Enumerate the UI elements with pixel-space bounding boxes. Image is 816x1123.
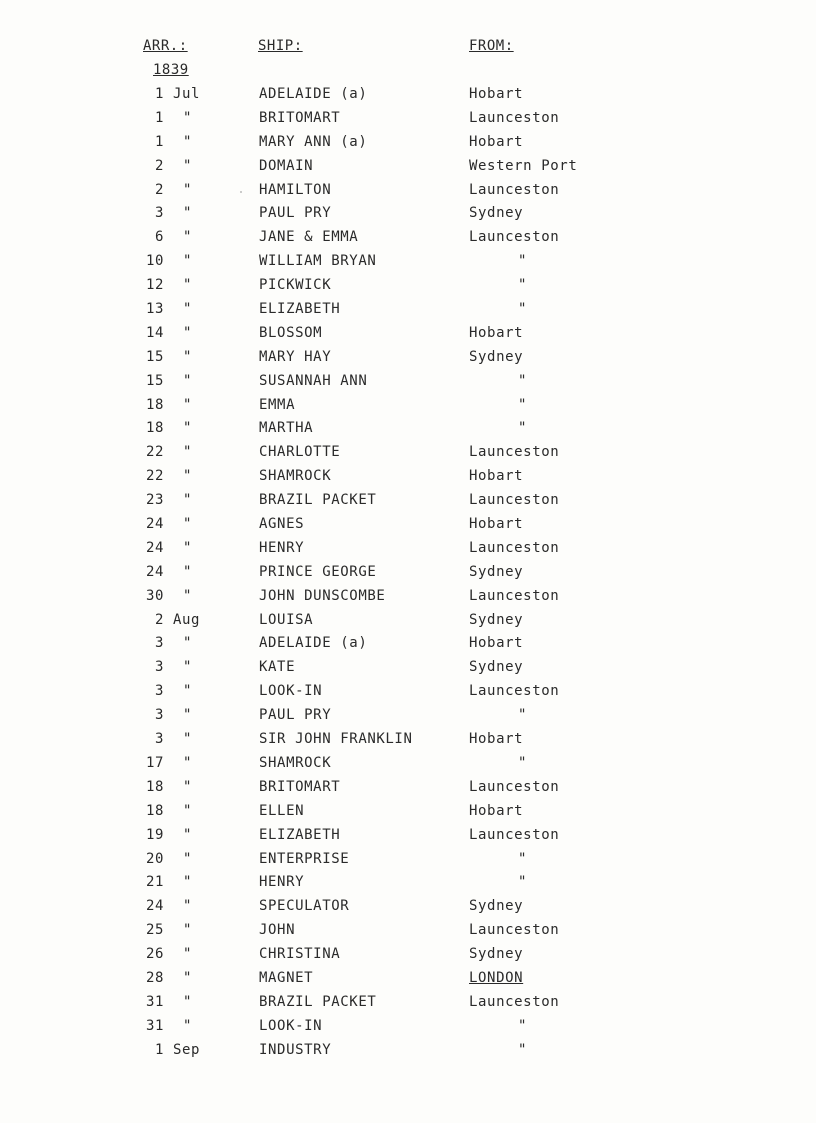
arrival-row — [0, 420, 816, 444]
arrival-day: 1 — [154, 86, 164, 102]
origin-port: Launceston — [469, 993, 560, 1010]
origin-port: Hobart — [469, 802, 524, 819]
arrival-month: " — [183, 1017, 193, 1034]
ship-name: HAMILTON — [259, 181, 332, 198]
arrival-day: 3 — [154, 635, 164, 652]
ship-name: PICKWICK — [259, 277, 332, 294]
arrival-day: 31 — [145, 1017, 164, 1034]
origin-port: " — [518, 1017, 528, 1034]
ship-name: JOHN DUNSCOMBE — [259, 587, 386, 604]
arrival-day: 1 — [154, 109, 164, 126]
origin-port: Hobart — [469, 516, 524, 533]
origin-port: Launceston — [469, 683, 560, 700]
ship-name: ENTERPRISE — [259, 850, 350, 867]
arrival-row — [0, 86, 816, 110]
arrival-day: 6 — [154, 229, 164, 246]
arrival-day: 14 — [145, 324, 164, 341]
origin-port: Launceston — [469, 539, 560, 556]
origin-port: " — [518, 301, 528, 318]
ship-name: MARTHA — [259, 420, 314, 437]
origin-port: Launceston — [469, 181, 560, 198]
arrival-month: " — [183, 205, 193, 222]
arrival-month: " — [183, 253, 193, 270]
arrival-day: 22 — [145, 444, 164, 461]
arrival-day: 18 — [145, 778, 164, 795]
arrival-month: " — [183, 420, 193, 437]
origin-port: Western Port — [469, 157, 578, 174]
arrival-day: 2 — [154, 157, 164, 174]
ship-name: BRAZIL PACKET — [259, 492, 377, 509]
ship-name: BLOSSOM — [259, 324, 323, 341]
arrival-day: 30 — [145, 587, 164, 604]
arrival-day: 18 — [145, 396, 164, 413]
ship-name: WILLIAM BRYAN — [259, 253, 377, 270]
ship-name: EMMA — [259, 396, 296, 413]
arrival-row — [0, 492, 816, 516]
arrival-month: " — [183, 324, 193, 341]
year-label: 1839 — [153, 62, 189, 78]
origin-port: Hobart — [469, 468, 524, 485]
ship-name: SHAMROCK — [259, 468, 332, 485]
arrival-row — [0, 1042, 816, 1066]
arrival-month: " — [183, 802, 193, 819]
arrival-month: " — [183, 516, 193, 533]
origin-port: Launceston — [469, 826, 560, 843]
arrival-row — [0, 253, 816, 277]
origin-port: Launceston — [469, 109, 560, 126]
origin-port: Launceston — [469, 444, 560, 461]
arrival-row — [0, 325, 816, 349]
origin-port: Launceston — [469, 229, 560, 246]
origin-port: " — [518, 420, 528, 437]
ship-name: ADELAIDE (a) — [259, 86, 368, 102]
arrival-row — [0, 158, 816, 182]
arrival-row — [0, 540, 816, 564]
arrival-day: 25 — [145, 922, 164, 939]
origin-port: " — [518, 850, 528, 867]
ship-header-text: SHIP: — [258, 38, 303, 54]
arrival-row — [0, 946, 816, 970]
origin-port: LONDON — [469, 969, 524, 986]
origin-port: Sydney — [469, 205, 524, 222]
arrival-row — [0, 827, 816, 851]
arrival-month: " — [183, 754, 193, 771]
ship-name: PAUL PRY — [259, 205, 332, 222]
arrival-day: 18 — [145, 802, 164, 819]
ship-name: MARY ANN (a) — [259, 133, 368, 150]
origin-port: Hobart — [469, 133, 524, 150]
arrival-row — [0, 516, 816, 540]
arrival-day: 24 — [145, 563, 164, 580]
ship-name: ELIZABETH — [259, 301, 341, 318]
arrival-row — [0, 301, 816, 325]
arrival-month: " — [183, 181, 193, 198]
arrival-month: " — [183, 898, 193, 915]
ship-name: SIR JOHN FRANKLIN — [259, 731, 413, 748]
arrival-month: " — [183, 492, 193, 509]
arrival-month: " — [183, 778, 193, 795]
from-header-text: FROM: — [469, 38, 514, 54]
ship-name: ELLEN — [259, 802, 305, 819]
arrival-row — [0, 970, 816, 994]
arr-header — [143, 38, 188, 54]
arrival-month: " — [183, 539, 193, 556]
arrival-row — [0, 803, 816, 827]
arrival-row — [0, 205, 816, 229]
arrival-day: 3 — [154, 707, 164, 724]
ship-name: BRITOMART — [259, 109, 341, 126]
arrival-day: 1 — [154, 133, 164, 150]
ship-name: JOHN — [259, 922, 296, 939]
paper-speck — [240, 191, 242, 193]
ship-name: MAGNET — [259, 969, 314, 986]
arrival-day: 31 — [145, 993, 164, 1010]
arrivals-list — [0, 86, 816, 1066]
arrival-month: " — [183, 444, 193, 461]
ship-name: KATE — [259, 659, 296, 676]
origin-port: " — [518, 707, 528, 724]
arrival-month: " — [183, 850, 193, 867]
arrival-month: " — [183, 348, 193, 365]
ship-name: ELIZABETH — [259, 826, 341, 843]
arrival-day: 24 — [145, 516, 164, 533]
arrival-month: " — [183, 157, 193, 174]
arrival-row — [0, 349, 816, 373]
arrival-day: 12 — [145, 277, 164, 294]
arrival-row — [0, 1018, 816, 1042]
arrival-month: Sep — [173, 1041, 201, 1058]
arrival-row — [0, 922, 816, 946]
origin-port: Hobart — [469, 324, 524, 341]
arrival-row — [0, 564, 816, 588]
ship-name: LOUISA — [259, 611, 314, 628]
arrival-month: " — [183, 563, 193, 580]
ship-name: LOOK-IN — [259, 1017, 323, 1034]
origin-port: " — [518, 754, 528, 771]
arrival-day: 17 — [145, 754, 164, 771]
arrival-day: 24 — [145, 539, 164, 556]
arrival-month: " — [183, 874, 193, 891]
origin-port: Launceston — [469, 587, 560, 604]
arrival-day: 20 — [145, 850, 164, 867]
origin-port: " — [518, 277, 528, 294]
origin-port: Sydney — [469, 563, 524, 580]
arrival-row — [0, 110, 816, 134]
origin-port: " — [518, 1041, 528, 1058]
arrival-month: " — [183, 229, 193, 246]
arrival-day: 3 — [154, 731, 164, 748]
arrival-month: " — [183, 277, 193, 294]
ship-name: ADELAIDE (a) — [259, 635, 368, 652]
ship-name: INDUSTRY — [259, 1041, 332, 1058]
arrival-month: " — [183, 133, 193, 150]
arrival-row — [0, 444, 816, 468]
origin-port: Sydney — [469, 898, 524, 915]
origin-port: Hobart — [469, 86, 524, 102]
origin-port: Sydney — [469, 946, 524, 963]
arrival-day: 21 — [145, 874, 164, 891]
arrival-row — [0, 659, 816, 683]
arrival-row — [0, 683, 816, 707]
arrival-row — [0, 397, 816, 421]
origin-port: Hobart — [469, 635, 524, 652]
arrival-row — [0, 994, 816, 1018]
arrival-month: " — [183, 731, 193, 748]
arr-header-text: ARR.: — [143, 38, 188, 54]
arrival-day: 2 — [154, 611, 164, 628]
origin-port: " — [518, 396, 528, 413]
arrival-day: 1 — [154, 1041, 164, 1058]
arrival-month: " — [183, 826, 193, 843]
arrival-month: " — [183, 922, 193, 939]
ship-name: AGNES — [259, 516, 305, 533]
ship-name: HENRY — [259, 539, 305, 556]
arrival-month: " — [183, 635, 193, 652]
ship-name: BRAZIL PACKET — [259, 993, 377, 1010]
origin-port: Sydney — [469, 611, 524, 628]
ship-name: PRINCE GEORGE — [259, 563, 377, 580]
arrival-month: Aug — [173, 611, 201, 628]
arrival-month: " — [183, 969, 193, 986]
arrival-day: 19 — [145, 826, 164, 843]
origin-port: Hobart — [469, 731, 524, 748]
arrival-month: " — [183, 301, 193, 318]
arrival-row — [0, 874, 816, 898]
ship-name: CHRISTINA — [259, 946, 341, 963]
arrival-day: 23 — [145, 492, 164, 509]
arrival-month: " — [183, 587, 193, 604]
arrival-day: 15 — [145, 348, 164, 365]
arrival-month: Jul — [173, 86, 201, 102]
arrival-month: " — [183, 468, 193, 485]
arrival-month: " — [183, 946, 193, 963]
origin-port: " — [518, 874, 528, 891]
arrival-month: " — [183, 396, 193, 413]
arrival-month: " — [183, 993, 193, 1010]
arrival-row — [0, 134, 816, 158]
ship-name: JANE & EMMA — [259, 229, 359, 246]
ship-name: PAUL PRY — [259, 707, 332, 724]
arrival-row — [0, 277, 816, 301]
arrival-day: 2 — [154, 181, 164, 198]
origin-port: " — [518, 372, 528, 389]
arrival-day: 13 — [145, 301, 164, 318]
arrival-row — [0, 229, 816, 253]
arrival-row — [0, 731, 816, 755]
arrival-month: " — [183, 372, 193, 389]
ship-name: MARY HAY — [259, 348, 332, 365]
arrival-day: 3 — [154, 659, 164, 676]
origin-port: Sydney — [469, 348, 524, 365]
from-header — [469, 38, 514, 54]
arrival-row — [0, 588, 816, 612]
arrival-day: 24 — [145, 898, 164, 915]
arrival-row — [0, 373, 816, 397]
arrival-day: 10 — [145, 253, 164, 270]
arrival-month: " — [183, 659, 193, 676]
arrival-row — [0, 182, 816, 206]
origin-port: Launceston — [469, 492, 560, 509]
arrival-row — [0, 755, 816, 779]
arrival-day: 26 — [145, 946, 164, 963]
ship-name: SUSANNAH ANN — [259, 372, 368, 389]
arrival-day: 15 — [145, 372, 164, 389]
ship-name: SPECULATOR — [259, 898, 350, 915]
arrival-row — [0, 851, 816, 875]
arrival-month: " — [183, 109, 193, 126]
origin-port: " — [518, 253, 528, 270]
origin-port: Sydney — [469, 659, 524, 676]
ship-name: SHAMROCK — [259, 754, 332, 771]
arrival-day: 28 — [145, 969, 164, 986]
arrival-day: 22 — [145, 468, 164, 485]
ship-name: HENRY — [259, 874, 305, 891]
arrival-row — [0, 707, 816, 731]
arrival-day: 18 — [145, 420, 164, 437]
arrival-day: 3 — [154, 683, 164, 700]
ship-header — [258, 38, 303, 54]
arrival-row — [0, 779, 816, 803]
origin-port: Launceston — [469, 922, 560, 939]
ship-name: CHARLOTTE — [259, 444, 341, 461]
arrival-row — [0, 612, 816, 636]
arrival-row — [0, 635, 816, 659]
arrival-row — [0, 468, 816, 492]
ship-name: BRITOMART — [259, 778, 341, 795]
ship-name: DOMAIN — [259, 157, 314, 174]
arrival-month: " — [183, 707, 193, 724]
arrival-day: 3 — [154, 205, 164, 222]
ship-name: LOOK-IN — [259, 683, 323, 700]
origin-port: Launceston — [469, 778, 560, 795]
arrival-row — [0, 898, 816, 922]
arrival-month: " — [183, 683, 193, 700]
